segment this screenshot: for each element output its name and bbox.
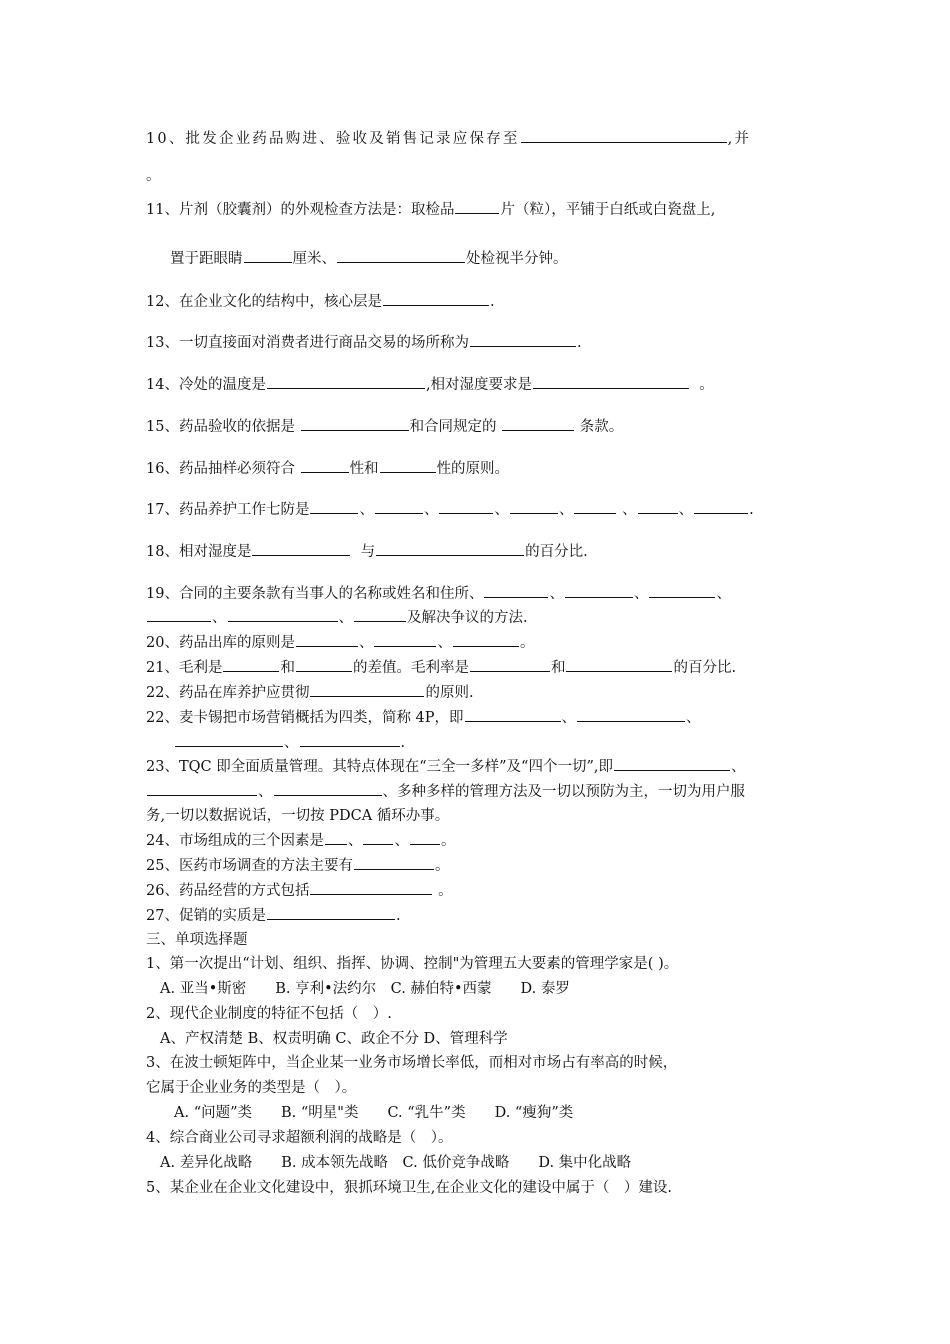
- question-19: [146, 583, 731, 604]
- blank[interactable]: [638, 499, 678, 514]
- q25-end: 。: [434, 858, 450, 874]
- question-10: [146, 128, 751, 149]
- blank[interactable]: [175, 732, 283, 747]
- blank[interactable]: [147, 607, 211, 622]
- question-24: [146, 830, 455, 851]
- q25-text: 25、医药市场调查的方法主要有: [146, 858, 353, 874]
- blank[interactable]: [439, 499, 493, 514]
- blank[interactable]: [694, 499, 748, 514]
- q11-text: 11、片剂（胶囊剂）的外观检查方法是：取检品: [146, 202, 455, 218]
- blank[interactable]: [533, 374, 689, 389]
- q24-text: 24、市场组成的三个因素是: [146, 833, 324, 849]
- question-19-cont: [146, 607, 528, 628]
- q11-text-e: 处检视半分钟。: [466, 251, 568, 267]
- blank[interactable]: [267, 905, 395, 920]
- blank[interactable]: [337, 248, 465, 263]
- q14-text: 14、冷处的温度是: [146, 377, 266, 393]
- separator: 、: [633, 586, 649, 602]
- blank[interactable]: [410, 830, 440, 845]
- question-20: [146, 632, 534, 653]
- separator: 、: [347, 833, 363, 849]
- blank[interactable]: [274, 781, 382, 796]
- question-25: [146, 855, 449, 876]
- blank[interactable]: [453, 632, 519, 647]
- blank[interactable]: [470, 332, 576, 347]
- q13-text-b: .: [576, 335, 582, 351]
- blank[interactable]: [310, 499, 358, 514]
- question-12: [146, 291, 495, 312]
- mc-options-2: A、产权清楚 B、权责明确 C、政企不分 D、管理科学: [160, 1031, 508, 1047]
- separator: 、: [494, 502, 509, 518]
- question-27: [146, 905, 401, 926]
- blank[interactable]: [374, 632, 436, 647]
- q17-end: .: [749, 502, 754, 518]
- separator: 、: [678, 502, 694, 518]
- q20-end: 。: [519, 635, 535, 651]
- question-21: [146, 657, 736, 678]
- blank[interactable]: [521, 128, 727, 143]
- mc-options-3: A. “问题”类 B. “明星"类 C. “乳牛”类 D. “瘦狗”类: [174, 1105, 574, 1121]
- mc-options-4: A. 差异化战略 B. 成本领先战略 C. 低价竞争战略 D. 集中化战略: [160, 1155, 632, 1171]
- q19-text-b: 及解决争议的方法.: [407, 610, 528, 626]
- question-17: [146, 499, 754, 520]
- question-26: [146, 880, 453, 901]
- q27-end: .: [395, 908, 401, 924]
- mc-question-4: 4、综合商业公司寻求超额利润的战略是（ ）。: [146, 1130, 453, 1146]
- separator: 、: [359, 502, 374, 518]
- separator: 、: [394, 833, 409, 849]
- blank[interactable]: [566, 657, 672, 672]
- blank[interactable]: [577, 707, 685, 722]
- question-23-cont2: 务,一切以数据说话，一切按 PDCA 循环办事。: [146, 808, 450, 824]
- q23-text-b: 、多种多样的管理方法及一切以预防为主，一切为用户服: [382, 784, 745, 800]
- blank[interactable]: [252, 541, 350, 556]
- blank[interactable]: [301, 416, 409, 431]
- q13-text: 13、一切直接面对消费者进行商品交易的场所称为: [146, 335, 469, 351]
- blank[interactable]: [376, 541, 524, 556]
- q22b-end: .: [400, 735, 406, 751]
- q11-text-b: 片（粒），平铺于白纸或白瓷盘上,: [500, 202, 716, 218]
- q14-text-b: ,相对湿度要求是: [425, 377, 533, 393]
- question-23-cont: [146, 781, 745, 802]
- q15-text-c: 条款。: [579, 419, 624, 435]
- blank[interactable]: [455, 199, 499, 214]
- q23-text: 23、TQC 即全面质量管理。其特点体现在“三全一多样”及“四个一切”,即: [146, 759, 613, 775]
- blank[interactable]: [301, 458, 349, 473]
- separator: 、: [358, 635, 374, 651]
- q26-end: 。: [438, 883, 453, 899]
- q18-text: 18、相对湿度是: [146, 544, 252, 560]
- blank[interactable]: [223, 657, 279, 672]
- blank[interactable]: [325, 830, 347, 845]
- question-22b-cont: [174, 732, 405, 753]
- q16-text-c: 性的原则。: [436, 461, 510, 477]
- blank[interactable]: [375, 499, 423, 514]
- blank[interactable]: [310, 682, 424, 697]
- blank[interactable]: [470, 657, 550, 672]
- q21-text-c: 的差值。毛利率是: [352, 660, 469, 676]
- q21-text-d: 和: [550, 660, 566, 676]
- q10-text: 10、批发企业药品购进、验收及销售记录应保存至: [146, 131, 520, 147]
- q24-end: 。: [440, 833, 456, 849]
- separator: 、: [423, 502, 439, 518]
- mc-question-2: 2、现代企业制度的特征不包括（ ）.: [146, 1006, 392, 1022]
- separator: 、: [437, 635, 452, 651]
- blank[interactable]: [649, 583, 715, 598]
- separator: 、: [338, 610, 353, 626]
- blank[interactable]: [354, 607, 406, 622]
- q15-text-b: 和合同规定的: [409, 419, 497, 435]
- q12-text-b: .: [489, 294, 495, 310]
- separator: 、: [284, 735, 299, 751]
- question-16: [146, 458, 509, 479]
- separator: 、: [622, 502, 637, 518]
- q11-text-d: 厘米、: [292, 251, 336, 267]
- blank[interactable]: [147, 781, 257, 796]
- mc-question-1: 1、第一次提出“计划、组织、指挥、协调、控制"为管理五大要素的管理学家是( )。: [146, 956, 679, 972]
- question-15: [146, 416, 623, 437]
- question-10-cont: 。: [146, 168, 161, 184]
- q21-text-e: 的百分比.: [673, 660, 737, 676]
- q15-text: 15、药品验收的依据是: [146, 419, 295, 435]
- blank[interactable]: [300, 732, 400, 747]
- question-23: [146, 756, 745, 777]
- mc-question-3-cont: 它属于企业业务的类型是（ ）。: [146, 1080, 357, 1096]
- blank[interactable]: [510, 499, 558, 514]
- separator: 、: [258, 784, 273, 800]
- blank[interactable]: [354, 855, 434, 870]
- q22a-text: 22、药品在库养护应贯彻: [146, 685, 310, 701]
- q18-text-b: 与: [360, 544, 376, 560]
- separator: 、: [730, 759, 746, 775]
- q22a-text-b: 的原则.: [425, 685, 474, 701]
- separator: 、: [686, 710, 701, 726]
- q17-text: 17、药品养护工作七防是: [146, 502, 310, 518]
- separator: 、: [549, 586, 564, 602]
- section-heading: 三、单项选择题: [146, 932, 248, 948]
- blank[interactable]: [296, 632, 358, 647]
- question-14: [146, 374, 714, 395]
- mc-question-5: 5、某企业在企业文化建设中，狠抓环境卫生,在企业文化的建设中属于（ ）建设.: [146, 1180, 672, 1196]
- blank[interactable]: [465, 707, 561, 722]
- q27-text: 27、促销的实质是: [146, 908, 266, 924]
- blank[interactable]: [383, 291, 489, 306]
- q16-text: 16、药品抽样必须符合: [146, 461, 295, 477]
- blank[interactable]: [502, 416, 574, 431]
- separator: 、: [561, 710, 577, 726]
- separator: 、: [558, 502, 574, 518]
- question-18: [146, 541, 588, 562]
- blank[interactable]: [574, 499, 616, 514]
- q14-text-c: 。: [699, 377, 714, 393]
- blank[interactable]: [228, 607, 338, 622]
- question-22a: [146, 682, 474, 703]
- blank[interactable]: [565, 583, 633, 598]
- blank[interactable]: [244, 248, 292, 263]
- blank[interactable]: [484, 583, 548, 598]
- blank[interactable]: [380, 458, 436, 473]
- question-22b: [146, 707, 701, 728]
- q19-text: 19、合同的主要条款有当事人的名称或姓名和住所、: [146, 586, 484, 602]
- blank[interactable]: [363, 830, 393, 845]
- q12-text: 12、在企业文化的结构中，核心层是: [146, 294, 382, 310]
- blank[interactable]: [296, 657, 352, 672]
- question-11: [146, 199, 715, 220]
- q22b-text: 22、麦卡锡把市场营销概括为四类，简称 4P，即: [146, 710, 464, 726]
- q10-text-b: ,并: [727, 131, 752, 147]
- q20-text: 20、药品出库的原则是: [146, 635, 295, 651]
- separator: 、: [212, 610, 227, 626]
- mc-options-1: A. 亚当•斯密 B. 亨利•法约尔 C. 赫伯特•西蒙 D. 泰罗: [160, 981, 570, 997]
- question-11-cont: [170, 248, 568, 269]
- separator: 、: [716, 586, 731, 602]
- blank[interactable]: [614, 756, 730, 771]
- blank[interactable]: [267, 374, 425, 389]
- q21-text: 21、毛利是: [146, 660, 223, 676]
- q21-text-b: 和: [280, 660, 295, 676]
- blank[interactable]: [310, 880, 432, 895]
- q26-text: 26、药品经营的方式包括: [146, 883, 310, 899]
- q18-text-c: 的百分比.: [525, 544, 588, 560]
- q16-text-b: 性和: [349, 461, 379, 477]
- question-13: [146, 332, 582, 353]
- mc-question-3: 3、在波士顿矩阵中，当企业某一业务市场增长率低，而相对市场占有率高的时候，: [146, 1055, 678, 1071]
- q11-text-c: 置于距眼睛: [170, 251, 243, 267]
